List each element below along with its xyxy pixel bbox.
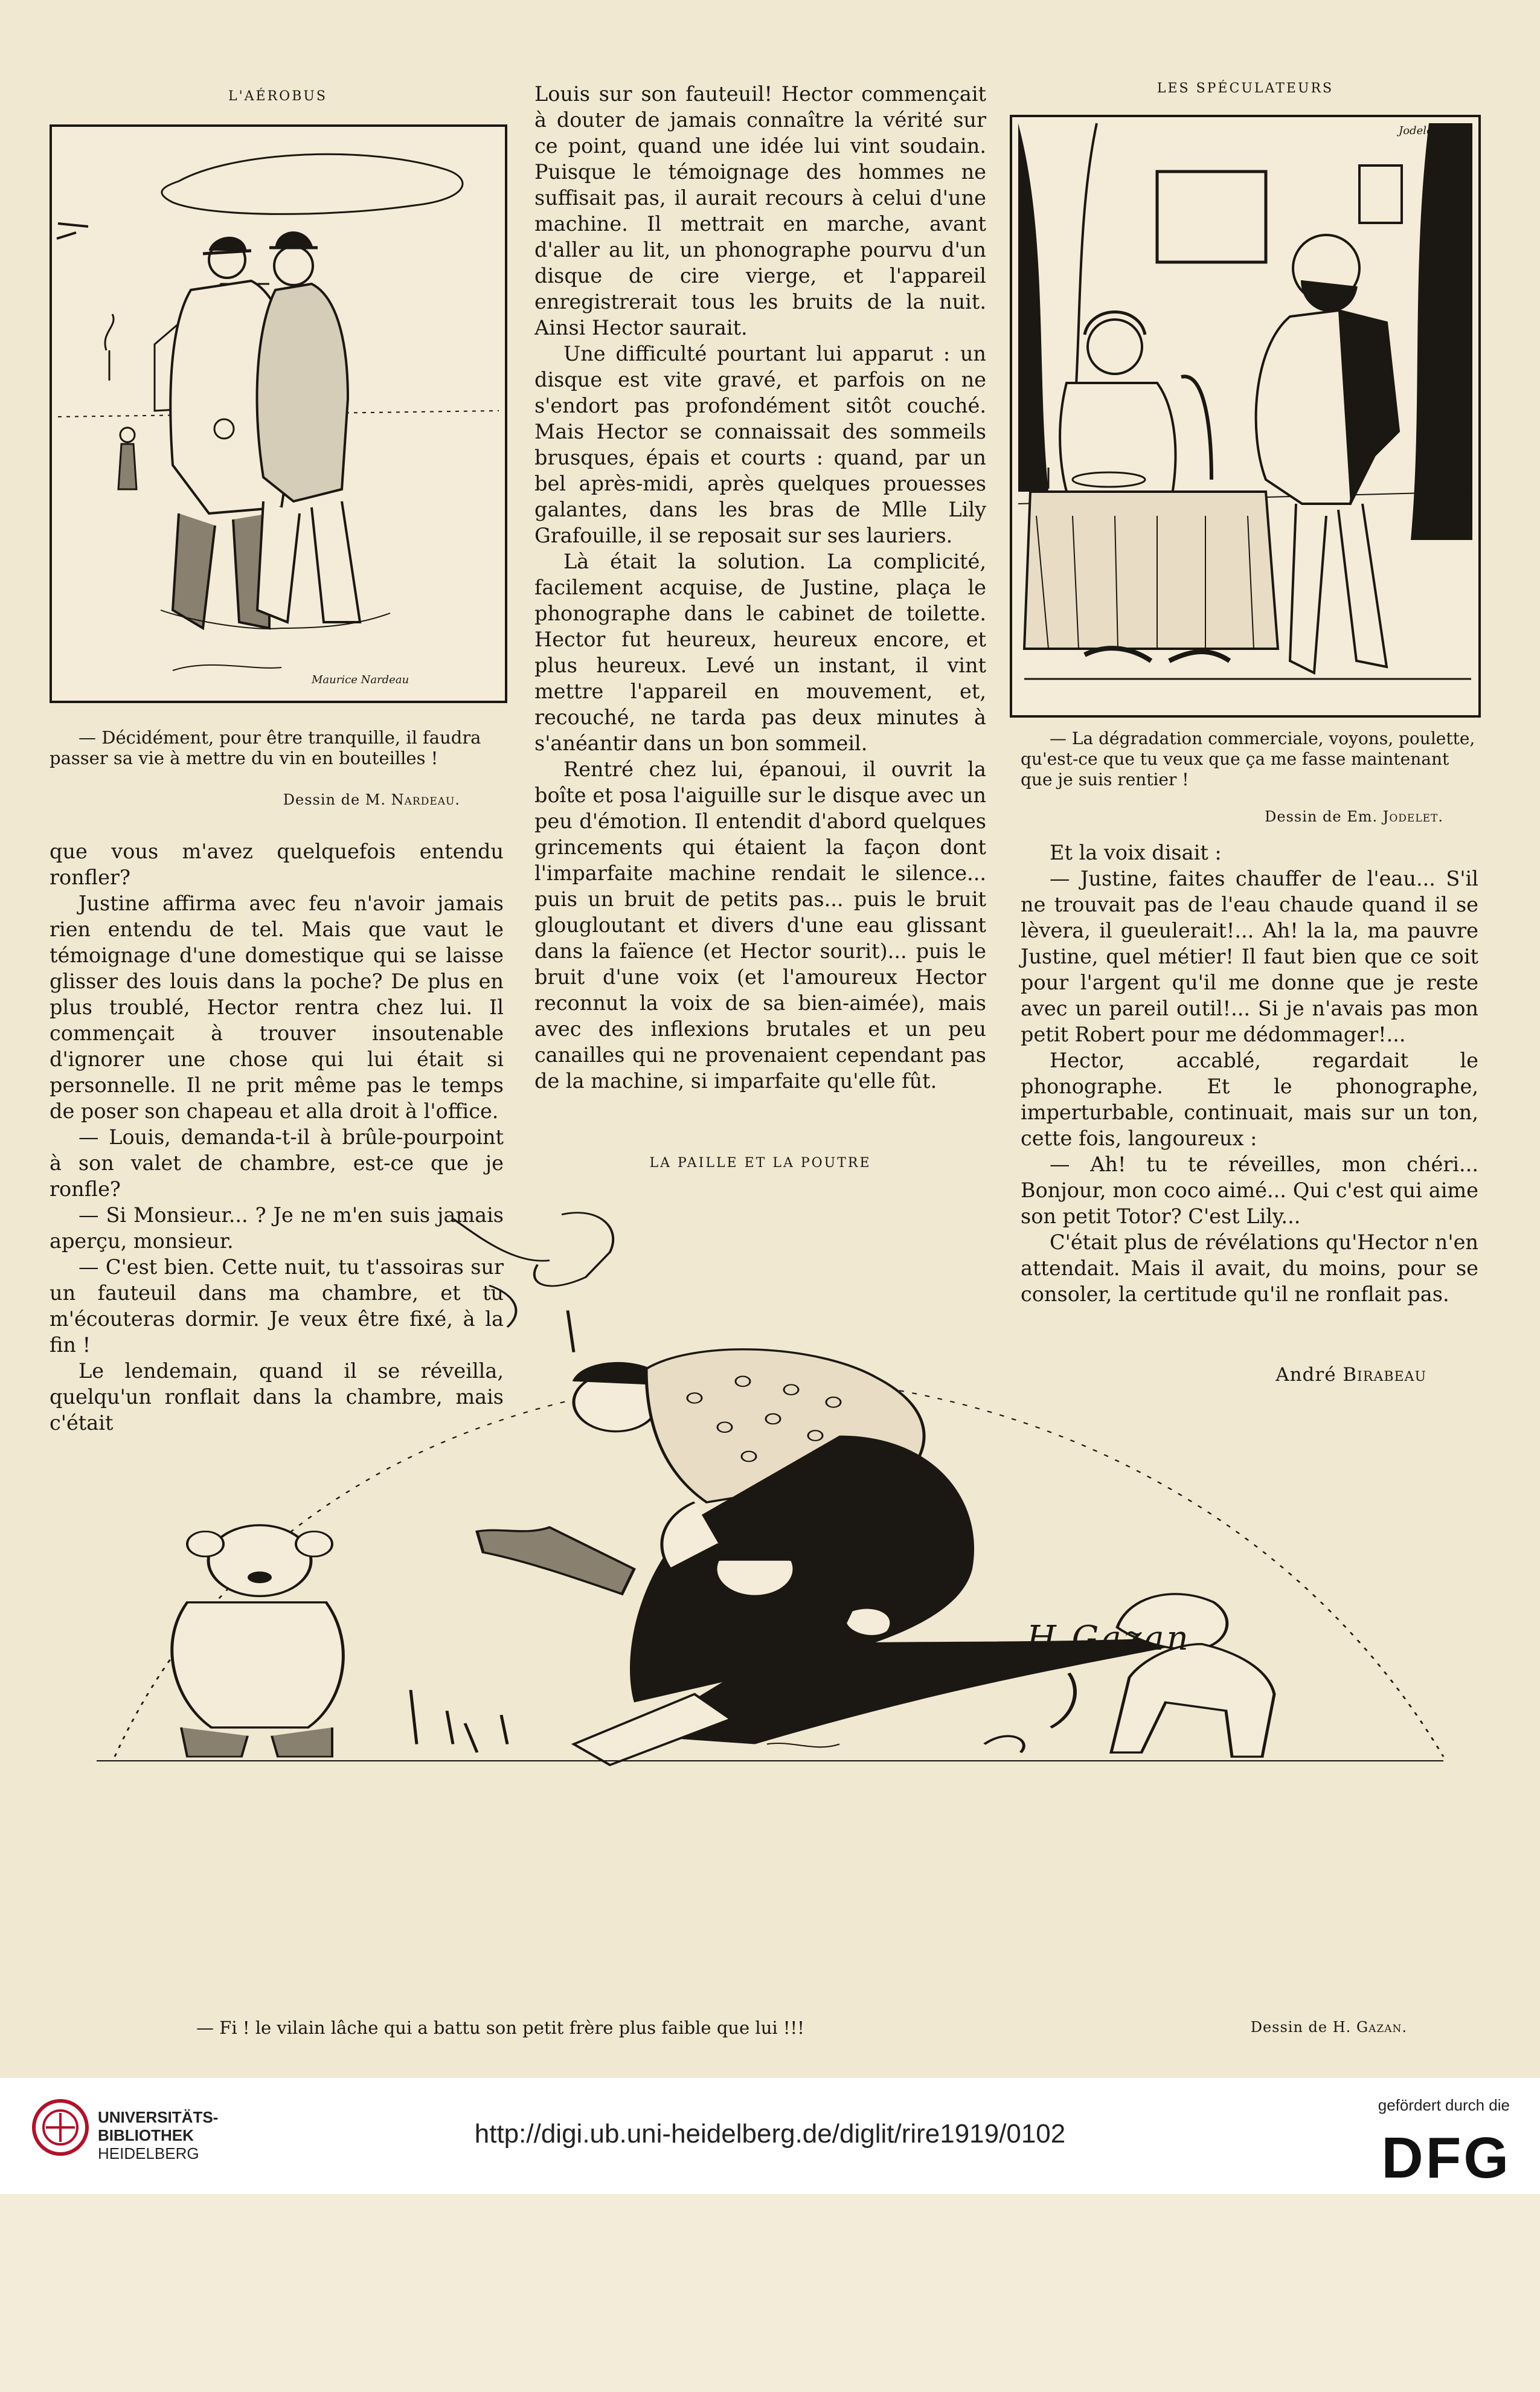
paille-poutre-caption: — Fi ! le vilain lâche qui a battu son petit frère plus faible que lui !!! bbox=[196, 2017, 804, 2038]
paille-poutre-illustration bbox=[91, 1202, 1455, 2392]
left-illustration-title: L'AÉROBUS bbox=[228, 89, 327, 104]
aerobus-drawing bbox=[52, 127, 505, 701]
aerobus-credit-prefix: Dessin de M. bbox=[283, 791, 391, 808]
aerobus-credit-name: Nardeau. bbox=[391, 791, 460, 808]
aerobus-credit bbox=[50, 791, 460, 808]
permalink-url[interactable]: http://digi.ub.uni-heidelberg.de/diglit/rire1919/0102 bbox=[474, 2119, 1066, 2149]
jodelet-signature: Jodelet bbox=[1399, 124, 1437, 137]
speculateurs-credit-prefix: Dessin de Em. bbox=[1265, 808, 1383, 825]
aerobus-illustration bbox=[50, 124, 507, 703]
institution-line-3: HEIDELBERG bbox=[98, 2144, 199, 2162]
paille-poutre-credit-prefix: Dessin de H. bbox=[1250, 2019, 1356, 2036]
nardeau-signature: Maurice Nardeau bbox=[312, 674, 409, 686]
right-paragraph: Et la voix disait : bbox=[1050, 841, 1222, 864]
speculateurs-illustration bbox=[1010, 115, 1481, 718]
right-paragraph: — Ah! tu te réveilles, mon chéri... Bonjour, mon coco aimé... Qui c'est qui aime son petit Totor? C'est Lily... bbox=[1021, 1153, 1478, 1228]
left-paragraph: — Louis, demanda-t-il à brûle-pourpoint à son valet de chambre, est-ce que je ronfle? bbox=[50, 1125, 504, 1201]
paille-poutre-drawing bbox=[91, 1202, 1455, 2024]
right-paragraph: C'était plus de révélations qu'Hector n'en attendait. Mais il avait, du moins, pour se consoler, la certitude qu'il ne ronflait pas. bbox=[1021, 1230, 1478, 1306]
right-paragraph: Hector, accablé, regardait le phonographe. Et le phonographe, imperturbable, continuait, mais sur un ton, cette fois, langoureux : bbox=[1021, 1049, 1478, 1150]
dfg-logo: DFG bbox=[1381, 2126, 1511, 2190]
institution-line-2: BIBLIOTHEK bbox=[98, 2126, 194, 2144]
paille-poutre-credit bbox=[1147, 2019, 1407, 2036]
left-paragraph: que vous m'avez quelquefois entendu ronfler? bbox=[50, 840, 504, 889]
left-paragraph: Le lendemain, quand il se réveilla, quelqu'un ronflait dans la chambre, mais c'était bbox=[50, 1359, 504, 1435]
gazan-signature: H Gazan bbox=[1027, 1619, 1191, 1658]
speculateurs-drawing bbox=[1012, 117, 1478, 715]
middle-paragraph: Là était la solution. La complicité, facilement acquise, de Justine, plaça le phonographe dans le cabinet de toilette. Hector fut heureux, heureux encore, et plus heureux. Levé un instant, il vint mettre l'appareil en mouvement, et, recouché, ne tarda pas deux minutes à s'anéantir dans un bon sommeil. bbox=[534, 550, 986, 755]
institution-line-1: UNIVERSITÄTS- bbox=[98, 2108, 219, 2126]
middle-paragraph: Louis sur son fauteuil! Hector commençait à douter de jamais connaître la vérité sur ce point, quand une idée lui vint soudain. Puisque le témoignage des hommes ne suffisait pas, il aurait recours à celui d'une machine. Il mettrait en marche, avant d'aller au lit, un phonographe pourvu d'un disque de cire vierge, et l'appareil enregistrerait tous les bruits de la nuit. Ainsi Hector saurait. bbox=[534, 82, 986, 339]
left-paragraph: — Si Monsieur... ? Je ne m'en suis jamais aperçu, monsieur. bbox=[50, 1203, 504, 1253]
middle-article-column bbox=[534, 81, 986, 1094]
digitization-footer bbox=[0, 2078, 1540, 2194]
author-last-name: Birabeau bbox=[1343, 1364, 1426, 1386]
bottom-illustration-title: LA PAILLE ET LA POUTRE bbox=[649, 1156, 871, 1171]
speculateurs-caption-text: — La dégradation commerciale, voyons, poulette, qu'est-ce que tu veux que ça me fasse maintenant que je suis rentier ! bbox=[1021, 728, 1475, 789]
left-paragraph: Justine affirma avec feu n'avoir jamais rien entendu de tel. Mais que vaut le témoignage d'une domestique qui se laisse glisser des louis dans la poche? De plus en plus troublé, Hector rentra chez lui. Il commençait à trouver insoutenable d'ignorer une chose qui lui était si personnelle. Il ne prit même pas le temps de poser son chapeau et alla droit à l'office. bbox=[50, 892, 504, 1123]
right-paragraph: — Justine, faites chauffer de l'eau... S'il ne trouvait pas de l'eau chaude quand il se lèvera, il gueulerait!... Ah! la la, ma pauvre Justine, quel métier! Il faut bien que ce soit pour l'argent qu'il me donne que je reste avec un pareil outil!... Si je n'avais pas mon petit Robert pour me dédommager!... bbox=[1021, 867, 1478, 1046]
right-illustration-title: LES SPÉCULATEURS bbox=[1157, 81, 1334, 96]
paille-poutre-credit-name: Gazan. bbox=[1356, 2019, 1407, 2036]
middle-paragraph: Une difficulté pourtant lui apparut : un disque est vite gravé, et parfois on ne s'endort pas profondément sitôt couché. Mais Hector se connaissait des sommeils brusques, épais et courts : quand, par un bel après-midi, après quelques prouesses galantes, dans les bras de Mlle Lily Grafouille, il se reposait sur ses lauriers. bbox=[534, 342, 986, 547]
middle-paragraph: Rentré chez lui, épanoui, il ouvrit la boîte et posa l'aiguille sur le disque avec un peu d'émotion. Il entendit d'abord quelques grincements qui étaient la façon dont l'imparfaite machine rendait le silence... puis un bruit de petits pas... puis le bruit glougloutant et divers d'une eau glissant dans la faïence (et Hector sourit)... puis le bruit d'une voix (et l'amoureux Hector reconnut la voix de sa bien-aimée), mais avec des inflexions brutales et un peu canailles qui ne provenaient cependant pas de la machine, si imparfaite qu'elle fût. bbox=[534, 757, 986, 1093]
author-first-name: André bbox=[1275, 1364, 1343, 1386]
left-paragraph: — C'est bien. Cette nuit, tu t'assoiras sur un fauteuil dans ma chambre, et tu m'écouteras dormir. Je veux être fixé, à la fin ! bbox=[50, 1255, 504, 1357]
aerobus-caption-text: — Décidément, pour être tranquille, il faudra passer sa vie à mettre du vin en bouteilles ! bbox=[50, 727, 481, 768]
aerobus-caption bbox=[50, 727, 502, 768]
speculateurs-credit bbox=[1021, 808, 1443, 825]
speculateurs-credit-name: Jodelet. bbox=[1382, 808, 1443, 825]
funded-by-label: gefördert durch die bbox=[1378, 2096, 1510, 2114]
speculateurs-caption bbox=[1021, 728, 1480, 790]
